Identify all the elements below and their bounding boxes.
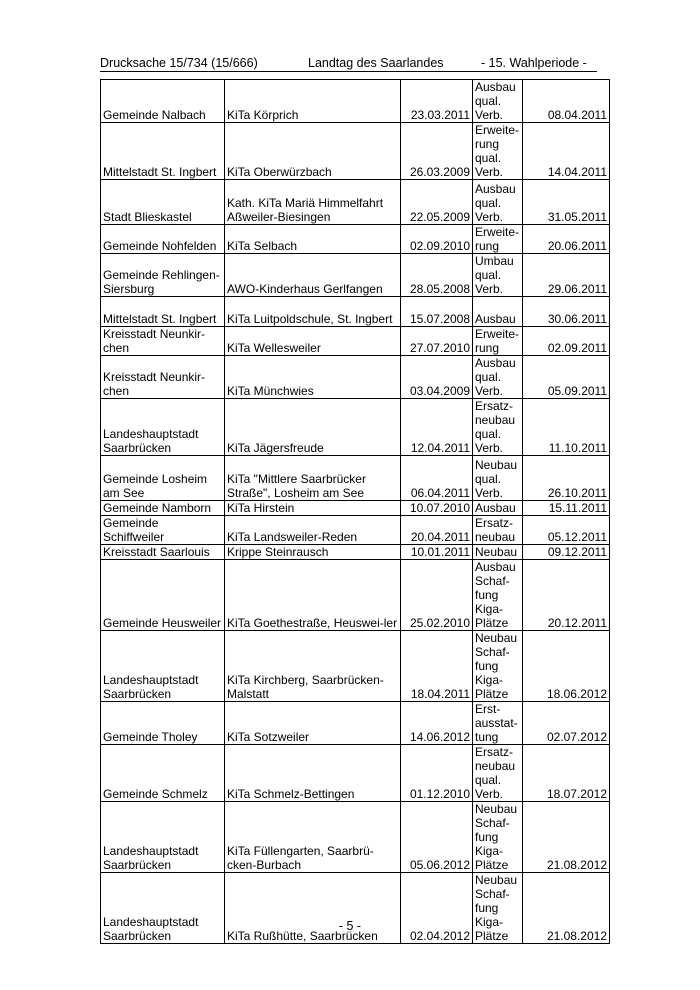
application-date-cell: 02.04.2012 bbox=[401, 873, 473, 944]
measure-type-cell: Neubau Schaf-fung Kiga-Plätze bbox=[473, 873, 523, 944]
application-date-cell: 02.09.2010 bbox=[401, 225, 473, 254]
approval-date-cell: 20.06.2011 bbox=[523, 225, 610, 254]
application-date-cell: 20.04.2011 bbox=[401, 516, 473, 545]
approval-date-cell: 18.07.2012 bbox=[523, 745, 610, 802]
table-row bbox=[101, 80, 610, 123]
application-date-cell: 25.02.2010 bbox=[401, 560, 473, 631]
measure-type-cell: Ausbau bbox=[473, 297, 523, 327]
measure-type-cell: Ausbau qual. Verb. bbox=[473, 80, 523, 123]
table-row bbox=[101, 327, 610, 356]
approval-date-cell: 20.12.2011 bbox=[523, 560, 610, 631]
measure-type-cell: Ausbau Schaf-fung Kiga-Plätze bbox=[473, 560, 523, 631]
approval-date-cell: 21.08.2012 bbox=[523, 873, 610, 944]
parliament-name: Landtag des Saarlandes bbox=[308, 56, 444, 70]
measure-type-cell: Ersatz-neubau qual. Verb. bbox=[473, 399, 523, 456]
application-date-cell: 22.05.2009 bbox=[401, 180, 473, 225]
application-date-cell: 27.07.2010 bbox=[401, 327, 473, 356]
measure-type-cell: Neubau qual. Verb. bbox=[473, 456, 523, 501]
application-date-cell: 06.04.2011 bbox=[401, 456, 473, 501]
facility-cell: KiTa Selbach bbox=[225, 225, 401, 254]
facility-cell: KiTa Wellesweiler bbox=[225, 327, 401, 356]
measure-type-cell: Erweite-rung bbox=[473, 225, 523, 254]
table-row bbox=[101, 702, 610, 745]
traeger-cell: Gemeinde Schiffweiler bbox=[101, 516, 225, 545]
approval-date-cell: 14.04.2011 bbox=[523, 123, 610, 180]
approval-date-cell: 11.10.2011 bbox=[523, 399, 610, 456]
table-row bbox=[101, 297, 610, 327]
application-date-cell: 05.06.2012 bbox=[401, 802, 473, 873]
approval-date-cell: 05.12.2011 bbox=[523, 516, 610, 545]
measure-type-cell: Ausbau qual. Verb. bbox=[473, 356, 523, 399]
traeger-cell: Kreisstadt Saarlouis bbox=[101, 545, 225, 560]
application-date-cell: 12.04.2011 bbox=[401, 399, 473, 456]
application-date-cell: 10.07.2010 bbox=[401, 501, 473, 516]
application-date-cell: 03.04.2009 bbox=[401, 356, 473, 399]
approval-date-cell: 26.10.2011 bbox=[523, 456, 610, 501]
facility-cell: KiTa Körprich bbox=[225, 80, 401, 123]
approval-date-cell: 18.06.2012 bbox=[523, 631, 610, 702]
table-row bbox=[101, 254, 610, 297]
application-date-cell: 14.06.2012 bbox=[401, 702, 473, 745]
traeger-cell: Kreisstadt Neunkir-chen bbox=[101, 327, 225, 356]
application-date-cell: 15.07.2008 bbox=[401, 297, 473, 327]
funding-table bbox=[100, 79, 610, 944]
measure-type-cell: Erweite-rung bbox=[473, 327, 523, 356]
table-row bbox=[101, 802, 610, 873]
approval-date-cell: 05.09.2011 bbox=[523, 356, 610, 399]
table-row bbox=[101, 516, 610, 545]
traeger-cell: Mittelstadt St. Ingbert bbox=[101, 123, 225, 180]
traeger-cell: Gemeinde Schmelz bbox=[101, 745, 225, 802]
approval-date-cell: 21.08.2012 bbox=[523, 802, 610, 873]
application-date-cell: 18.04.2011 bbox=[401, 631, 473, 702]
facility-cell: KiTa Goethestraße, Heuswei-ler bbox=[225, 560, 401, 631]
application-date-cell: 10.01.2011 bbox=[401, 545, 473, 560]
facility-cell: AWO-Kinderhaus Gerlfangen bbox=[225, 254, 401, 297]
traeger-cell: Gemeinde Namborn bbox=[101, 501, 225, 516]
facility-cell: KiTa Landsweiler-Reden bbox=[225, 516, 401, 545]
measure-type-cell: Ausbau bbox=[473, 501, 523, 516]
measure-type-cell: Ausbau qual. Verb. bbox=[473, 180, 523, 225]
approval-date-cell: 02.07.2012 bbox=[523, 702, 610, 745]
approval-date-cell: 02.09.2011 bbox=[523, 327, 610, 356]
approval-date-cell: 30.06.2011 bbox=[523, 297, 610, 327]
application-date-cell: 28.05.2008 bbox=[401, 254, 473, 297]
application-date-cell: 26.03.2009 bbox=[401, 123, 473, 180]
approval-date-cell: 29.06.2011 bbox=[523, 254, 610, 297]
measure-type-cell: Neubau Schaf-fung Kiga-Plätze bbox=[473, 802, 523, 873]
traeger-cell: Landeshauptstadt Saarbrücken bbox=[101, 802, 225, 873]
facility-cell: KiTa Rußhütte, Saarbrücken bbox=[225, 873, 401, 944]
traeger-cell: Landeshauptstadt Saarbrücken bbox=[101, 399, 225, 456]
table-row bbox=[101, 631, 610, 702]
traeger-cell: Gemeinde Nalbach bbox=[101, 80, 225, 123]
table-row bbox=[101, 560, 610, 631]
facility-cell: KiTa Schmelz-Bettingen bbox=[225, 745, 401, 802]
measure-type-cell: Erst-ausstat-tung bbox=[473, 702, 523, 745]
measure-type-cell: Ersatz-neubau bbox=[473, 516, 523, 545]
approval-date-cell: 15.11.2011 bbox=[523, 501, 610, 516]
facility-cell: KiTa Kirchberg, Saarbrücken-Malstatt bbox=[225, 631, 401, 702]
table-row bbox=[101, 745, 610, 802]
table-row bbox=[101, 225, 610, 254]
facility-cell: KiTa Füllengarten, Saarbrü-cken-Burbach bbox=[225, 802, 401, 873]
measure-type-cell: Neubau bbox=[473, 545, 523, 560]
traeger-cell: Gemeinde Heusweiler bbox=[101, 560, 225, 631]
facility-cell: KiTa "Mittlere Saarbrücker Straße", Losheim am See bbox=[225, 456, 401, 501]
document-number: Drucksache 15/734 (15/666) bbox=[100, 56, 258, 70]
measure-type-cell: Erweite-rung qual. Verb. bbox=[473, 123, 523, 180]
approval-date-cell: 09.12.2011 bbox=[523, 545, 610, 560]
measure-type-cell: Ersatz-neubau qual. Verb. bbox=[473, 745, 523, 802]
table-row bbox=[101, 501, 610, 516]
table-row bbox=[101, 456, 610, 501]
traeger-cell: Landeshauptstadt Saarbrücken bbox=[101, 631, 225, 702]
table-row bbox=[101, 123, 610, 180]
facility-cell: KiTa Oberwürzbach bbox=[225, 123, 401, 180]
table-row bbox=[101, 180, 610, 225]
facility-cell: Kath. KiTa Mariä Himmelfahrt Aßweiler-Biesingen bbox=[225, 180, 401, 225]
facility-cell: KiTa Sotzweiler bbox=[225, 702, 401, 745]
approval-date-cell: 08.04.2011 bbox=[523, 80, 610, 123]
traeger-cell: Kreisstadt Neunkir-chen bbox=[101, 356, 225, 399]
application-date-cell: 23.03.2011 bbox=[401, 80, 473, 123]
legislative-period: - 15. Wahlperiode - bbox=[481, 56, 587, 70]
traeger-cell: Landeshauptstadt Saarbrücken bbox=[101, 873, 225, 944]
traeger-cell: Stadt Blieskastel bbox=[101, 180, 225, 225]
page-header bbox=[100, 55, 597, 72]
traeger-cell: Gemeinde Tholey bbox=[101, 702, 225, 745]
traeger-cell: Gemeinde Nohfelden bbox=[101, 225, 225, 254]
table-row bbox=[101, 545, 610, 560]
traeger-cell: Mittelstadt St. Ingbert bbox=[101, 297, 225, 327]
application-date-cell: 01.12.2010 bbox=[401, 745, 473, 802]
approval-date-cell: 31.05.2011 bbox=[523, 180, 610, 225]
facility-cell: KiTa Hirstein bbox=[225, 501, 401, 516]
traeger-cell: Gemeinde Losheim am See bbox=[101, 456, 225, 501]
facility-cell: KiTa Jägersfreude bbox=[225, 399, 401, 456]
table-row bbox=[101, 399, 610, 456]
measure-type-cell: Neubau Schaf-fung Kiga-Plätze bbox=[473, 631, 523, 702]
measure-type-cell: Umbau qual. Verb. bbox=[473, 254, 523, 297]
table-row bbox=[101, 356, 610, 399]
facility-cell: KiTa Münchwies bbox=[225, 356, 401, 399]
page-number: - 5 - bbox=[338, 919, 362, 933]
facility-cell: Krippe Steinrausch bbox=[225, 545, 401, 560]
facility-cell: KiTa Luitpoldschule, St. Ingbert bbox=[225, 297, 401, 327]
traeger-cell: Gemeinde Rehlingen-Siersburg bbox=[101, 254, 225, 297]
table-body bbox=[101, 80, 610, 944]
